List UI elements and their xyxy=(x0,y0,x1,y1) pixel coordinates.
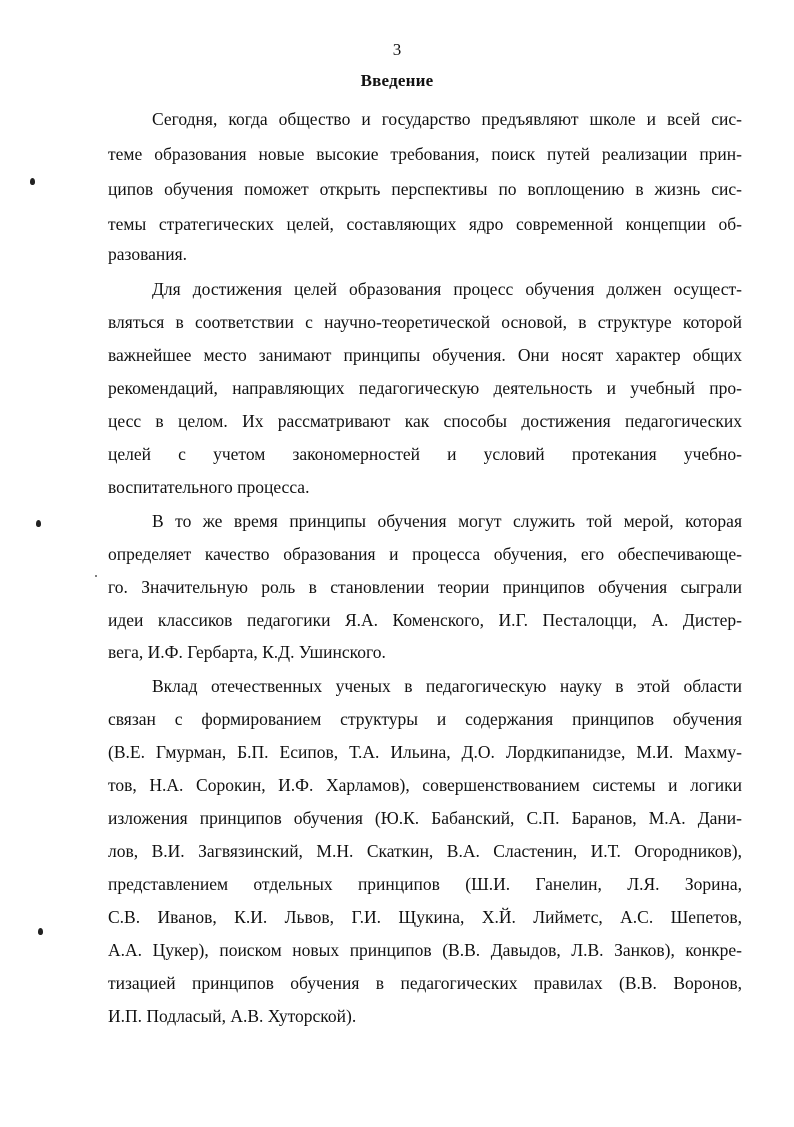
text-line: цесс в целом. Их рассматривают как способы достижения педагогических xyxy=(108,411,742,431)
text-line: идеи классиков педагогики Я.А. Коменского, И.Г. Песталоцци, А. Дистер- xyxy=(108,610,742,630)
scan-mark xyxy=(36,520,41,527)
text-line: темы стратегических целей, составляющих ядро современной концепции об- xyxy=(108,214,742,234)
text-line: определяет качество образования и процесса обучения, его обеспечивающе- xyxy=(108,544,742,564)
text-line: разования. xyxy=(108,244,188,264)
section-title: Введение xyxy=(360,71,434,90)
page-number: 3 xyxy=(392,40,402,59)
text-line: важнейшее место занимают принципы обучения. Они носят характер общих xyxy=(108,345,742,365)
text-line: вляться в соответствии с научно-теоретической основой, в структуре которой xyxy=(108,312,742,332)
text-line: представлением отдельных принципов (Ш.И. Ганелин, Л.Я. Зорина, xyxy=(108,874,742,894)
text-line: С.В. Иванов, К.И. Львов, Г.И. Щукина, Х.Й. Лийметс, А.С. Шепетов, xyxy=(108,907,742,927)
text-line: го. Значительную роль в становлении теории принципов обучения сыграли xyxy=(108,577,742,597)
scan-dot xyxy=(95,575,97,577)
text-line: рекомендаций, направляющих педагогическую деятельность и учебный про- xyxy=(108,378,742,398)
text-line: вега, И.Ф. Гербарта, К.Д. Ушинского. xyxy=(108,642,386,662)
text-line: лов, В.И. Загвязинский, М.Н. Скаткин, В.А. Сластенин, И.Т. Огородников), xyxy=(108,841,742,861)
text-line: тизацией принципов обучения в педагогических правилах (В.В. Воронов, xyxy=(108,973,742,993)
text-line: целей с учетом закономерностей и условий протекания учебно- xyxy=(108,444,742,464)
scan-mark xyxy=(30,178,35,185)
text-line: воспитательного процесса. xyxy=(108,477,310,497)
text-line: ципов обучения поможет открыть перспективы по воплощению в жизнь сис- xyxy=(108,179,742,199)
text-line: Вклад отечественных ученых в педагогическую науку в этой области xyxy=(152,676,742,696)
text-line: И.П. Подласый, А.В. Хуторской). xyxy=(108,1006,357,1026)
text-line: (В.Е. Гмурман, Б.П. Есипов, Т.А. Ильина, Д.О. Лордкипанидзе, М.И. Махму- xyxy=(108,742,742,762)
text-line: изложения принципов обучения (Ю.К. Бабанский, С.П. Баранов, М.А. Дани- xyxy=(108,808,742,828)
text-line: связан с формированием структуры и содержания принципов обучения xyxy=(108,709,742,729)
text-line: В то же время принципы обучения могут служить той мерой, которая xyxy=(152,511,742,531)
text-line: тов, Н.А. Сорокин, И.Ф. Харламов), совершенствованием системы и логики xyxy=(108,775,742,795)
text-line: теме образования новые высокие требования, поиск путей реализации прин- xyxy=(108,144,742,164)
scan-mark xyxy=(38,928,43,935)
text-line: А.А. Цукер), поиском новых принципов (В.В. Давыдов, Л.В. Занков), конкре- xyxy=(108,940,742,960)
text-line: Для достижения целей образования процесс обучения должен осущест- xyxy=(152,279,742,299)
text-line: Сегодня, когда общество и государство предъявляют школе и всей сис- xyxy=(152,109,742,129)
